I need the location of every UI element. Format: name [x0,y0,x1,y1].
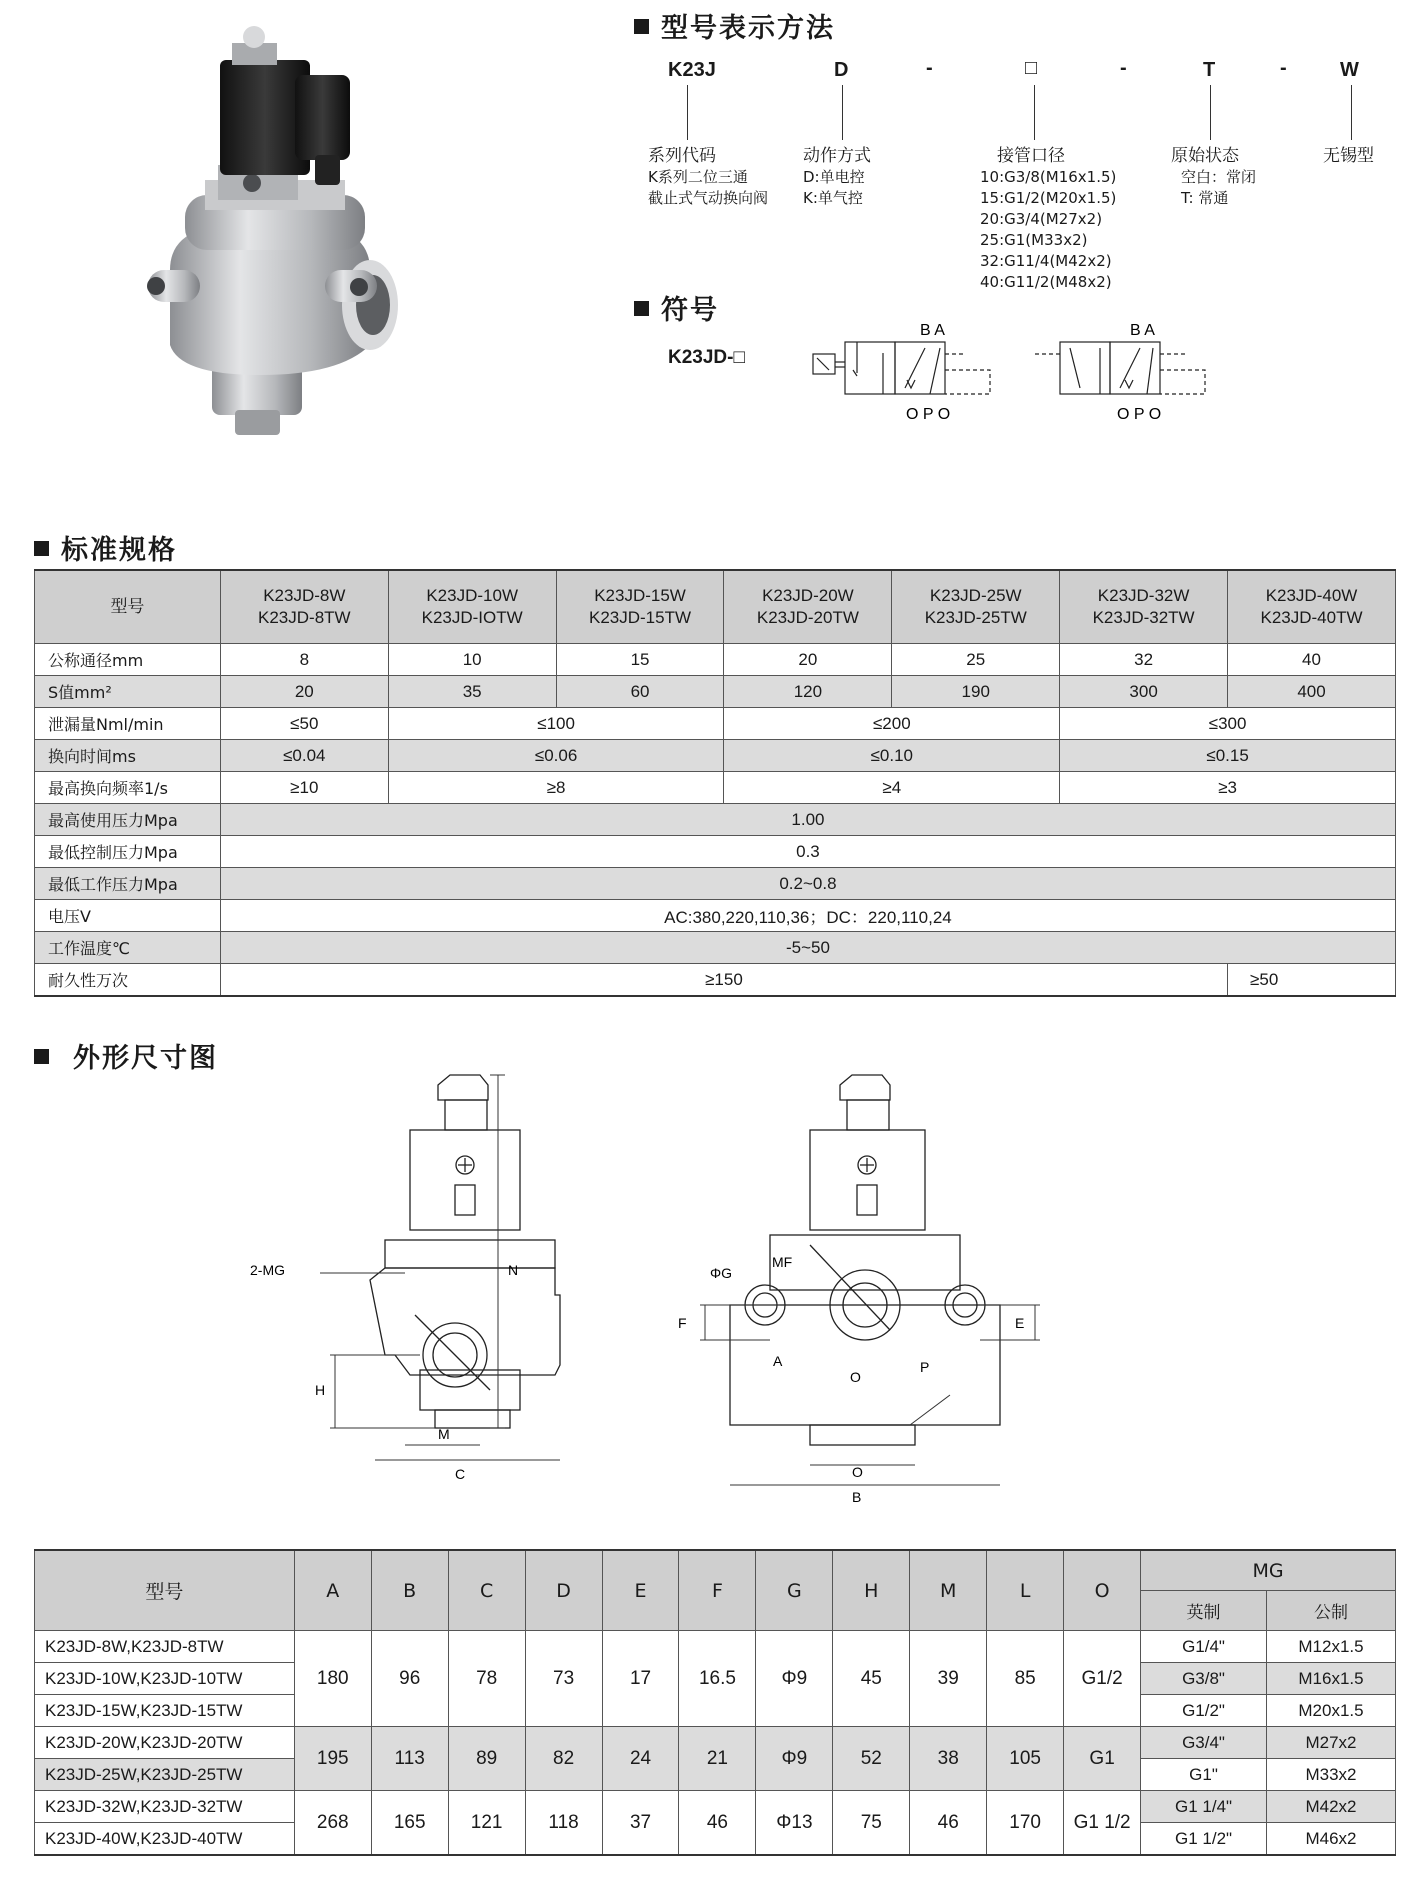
spec-model: K23JD-8W [263,586,346,605]
dim-mg-imperial: G1 1/4" [1141,1791,1267,1823]
spec-title [34,528,177,567]
dim-header: F [679,1550,756,1631]
outline-label-phig: ΦG [710,1265,733,1281]
spec-row-label: 最低控制压力Mpa [35,836,221,868]
spec-cell: 32 [1060,644,1228,676]
dim-cell: 121 [448,1791,525,1856]
dim-cell: Φ9 [756,1631,833,1727]
desc-state-line: T: 常通 [1181,189,1229,207]
desc-state [1171,146,1256,209]
spec-cell: 35 [388,676,556,708]
code-port: □ [1025,57,1038,79]
spec-cell: 300 [1060,676,1228,708]
spec-model-cell [724,570,892,644]
code-state: T [1203,59,1216,81]
dimension-table [34,1549,1396,1856]
dim-row [35,1791,1396,1823]
spec-row-label: 公称通径mm [35,644,221,676]
code-series: K23J [668,59,716,81]
spec-cell: 20 [724,644,892,676]
outline-label-o: O [850,1369,861,1385]
dim-cell: 78 [448,1631,525,1727]
dim-model: K23JD-15W,K23JD-15TW [35,1695,295,1727]
dim-cell: 75 [833,1791,910,1856]
dim-cell: 85 [987,1631,1064,1727]
dim-header: L [987,1550,1064,1631]
dim-cell: 268 [294,1791,371,1856]
spec-model: K23JD-25TW [924,608,1027,627]
spec-row-label: S值mm² [35,676,221,708]
spec-model: K23JD-IOTW [421,608,523,627]
square-bullet-icon [34,541,49,556]
spec-cell: 0.3 [220,836,1395,868]
spec-cell: 400 [1228,676,1396,708]
spec-model: K23JD-25W [929,586,1022,605]
valve-photo [140,15,440,445]
spec-table [34,569,1396,997]
outline-label-b: B [852,1489,862,1505]
dim-cell: 17 [602,1631,679,1727]
spec-cell: ≤100 [388,708,724,740]
spec-cell: 10 [388,644,556,676]
spec-cell: ≤200 [724,708,1060,740]
spec-model-cell [220,570,388,644]
desc-action-head: 动作方式 [803,146,871,166]
desc-action-line: D:单电控 [803,168,865,186]
dim-mg-metric: M46x2 [1266,1823,1395,1856]
dim-cell: Φ13 [756,1791,833,1856]
dim-cell: Φ9 [756,1727,833,1791]
desc-port-line: 10:G3/8(M16x1.5) [980,168,1117,186]
dim-header: A [294,1550,371,1631]
dim-header: H [833,1550,910,1631]
dim-mg-metric: M27x2 [1266,1727,1395,1759]
dim-mg-imperial: G3/4" [1141,1727,1267,1759]
desc-port-head: 接管口径 [997,146,1065,166]
leader-series [687,85,688,140]
spec-cell: ≤50 [220,708,388,740]
spec-title-text: 标准规格 [61,535,177,566]
symbol-ports-top: B A [1130,322,1155,339]
spec-header-row [35,570,1396,644]
symbol-title [634,288,719,327]
dim-cell: 113 [371,1727,448,1791]
symbol-solenoid [805,318,1005,428]
square-bullet-icon [34,1049,49,1064]
spec-cell: ≤0.15 [1060,740,1396,772]
dim-header: E [602,1550,679,1631]
spec-cell: ≤300 [1060,708,1396,740]
dim-model: K23JD-10W,K23JD-10TW [35,1663,295,1695]
dim-mg-metric: M16x1.5 [1266,1663,1395,1695]
spec-model: K23JD-20W [762,586,854,605]
spec-cell: ≤0.06 [388,740,724,772]
dim-cell: 165 [371,1791,448,1856]
outline-drawing-front [660,1065,1050,1525]
dim-cell: 118 [525,1791,602,1856]
outline-label-c: C [455,1466,466,1482]
spec-cell: ≥150 [220,964,1227,997]
spec-cell: 20 [220,676,388,708]
leader-port [1034,85,1035,140]
symbol-pneumatic [1035,318,1235,428]
spec-row-label: 最高使用压力Mpa [35,804,221,836]
spec-row-maxp [35,804,1396,836]
dim-cell: 105 [987,1727,1064,1791]
desc-port [980,146,1116,293]
dim-header: D [525,1550,602,1631]
dim-row [35,1727,1396,1759]
desc-port-line: 20:G3/4(M27x2) [980,210,1103,228]
desc-port-line: 25:G1(M33x2) [980,231,1088,249]
spec-model-cell [892,570,1060,644]
dim-row [35,1631,1396,1663]
spec-model: K23JD-10W [426,586,518,605]
spec-cell: ≤0.04 [220,740,388,772]
spec-cell: 0.2~0.8 [220,868,1395,900]
spec-row-voltage [35,900,1396,932]
spec-cell: ≥8 [388,772,724,804]
dim-mg-imperial: G1 1/2" [1141,1823,1267,1856]
designation-title-text: 型号表示方法 [661,13,835,44]
dim-header-imperial: 英制 [1141,1591,1267,1631]
dim-cell: 21 [679,1727,756,1791]
dim-cell: 82 [525,1727,602,1791]
dim-cell: G1 [1064,1727,1141,1791]
code-dash-2: - [1120,57,1127,79]
desc-state-head: 原始状态 [1171,146,1239,166]
dim-cell: 39 [910,1631,987,1727]
dim-mg-imperial: G1/4" [1141,1631,1267,1663]
spec-model: K23JD-40W [1265,586,1358,605]
spec-row-freq [35,772,1396,804]
desc-port-line: 15:G1/2(M20x1.5) [980,189,1117,207]
symbol-ports-bottom: O P O [906,406,951,423]
desc-state-line: 空白：常闭 [1181,168,1257,186]
code-dash-3: - [1280,57,1287,79]
spec-model-cell [1228,570,1396,644]
desc-tinfree-head: 无锡型 [1323,146,1374,166]
dim-cell: 45 [833,1631,910,1727]
dim-mg-imperial: G3/8" [1141,1663,1267,1695]
dim-header-model: 型号 [35,1550,295,1631]
spec-cell: AC:380,220,110,36；DC：220,110,24 [220,900,1395,932]
outline-label-mf: MF [772,1254,793,1270]
desc-action [803,146,871,209]
dim-mg-imperial: G1" [1141,1759,1267,1791]
code-action: D [834,59,849,81]
spec-row-minctl [35,836,1396,868]
symbol-model: K23JD-□ [668,347,745,368]
leader-state [1210,85,1211,140]
spec-model-cell [388,570,556,644]
spec-cell: 25 [892,644,1060,676]
desc-series-line: K系列二位三通 [648,168,748,186]
dim-model: K23JD-20W,K23JD-20TW [35,1727,295,1759]
dim-cell: 46 [679,1791,756,1856]
dim-header: B [371,1550,448,1631]
spec-cell: ≥4 [724,772,1060,804]
dim-model: K23JD-40W,K23JD-40TW [35,1823,295,1856]
dim-cell: 16.5 [679,1631,756,1727]
dim-mg-metric: M42x2 [1266,1791,1395,1823]
dim-mg-metric: M12x1.5 [1266,1631,1395,1663]
leader-action [842,85,843,140]
symbol-ports-bottom: O P O [1117,406,1162,423]
spec-row-label: 耐久性万次 [35,964,221,997]
dim-cell: 195 [294,1727,371,1791]
dim-cell: 24 [602,1727,679,1791]
spec-cell: -5~50 [220,932,1395,964]
spec-row-temp [35,932,1396,964]
dim-header: C [448,1550,525,1631]
dim-cell: 170 [987,1791,1064,1856]
spec-cell: 15 [556,644,724,676]
outline-title [34,1036,218,1075]
spec-row-label: 最高换向频率1/s [35,772,221,804]
outline-label-e: E [1015,1315,1025,1331]
dim-cell: 73 [525,1631,602,1727]
spec-cell: 1.00 [220,804,1395,836]
dim-model: K23JD-25W,K23JD-25TW [35,1759,295,1791]
square-bullet-icon [634,19,649,34]
spec-row-label: 泄漏量Nml/min [35,708,221,740]
outline-label-o2: O [852,1464,863,1480]
outline-title-text: 外形尺寸图 [73,1043,218,1074]
desc-action-line: K:单气控 [803,189,863,207]
dim-cell: 46 [910,1791,987,1856]
desc-series-line: 截止式气动换向阀 [648,189,769,207]
dim-cell: 89 [448,1727,525,1791]
spec-model: K23JD-40TW [1260,608,1363,627]
spec-row-label: 换向时间ms [35,740,221,772]
spec-cell: ≤0.10 [724,740,1060,772]
spec-row-s [35,676,1396,708]
dim-model: K23JD-8W,K23JD-8TW [35,1631,295,1663]
symbol-ports-top: B A [920,322,945,339]
square-bullet-icon [634,301,649,316]
spec-row-label: 工作温度℃ [35,932,221,964]
dim-cell: 52 [833,1727,910,1791]
dim-cell: 38 [910,1727,987,1791]
dim-cell: G1 1/2 [1064,1791,1141,1856]
dim-mg-metric: M33x2 [1266,1759,1395,1791]
spec-row-time [35,740,1396,772]
outline-drawing-side [250,1065,620,1525]
spec-row-label: 最低工作压力Mpa [35,868,221,900]
dim-mg-metric: M20x1.5 [1266,1695,1395,1727]
spec-cell: 190 [892,676,1060,708]
dim-header-mg: MG [1141,1550,1396,1591]
spec-row-minwork [35,868,1396,900]
outline-label-f: F [678,1315,687,1331]
dim-header-metric: 公制 [1266,1591,1395,1631]
dim-header: G [756,1550,833,1631]
dim-header: M [910,1550,987,1631]
leader-tinfree [1351,85,1352,140]
spec-cell: 60 [556,676,724,708]
desc-series-head: 系列代码 [648,146,716,166]
spec-model: K23JD-32TW [1092,608,1195,627]
spec-header-label: 型号 [35,570,221,644]
dim-cell: 96 [371,1631,448,1727]
spec-row-life [35,964,1396,997]
desc-port-line: 40:G11/2(M48x2) [980,273,1112,291]
dim-header-row [35,1550,1396,1591]
outline-label-h: H [315,1382,326,1398]
spec-model: K23JD-8TW [258,608,351,627]
outline-label-m: M [438,1426,450,1442]
spec-row-bore [35,644,1396,676]
spec-cell: ≥3 [1060,772,1396,804]
dim-header: O [1064,1550,1141,1631]
dim-cell: 180 [294,1631,371,1727]
code-dash-1: - [926,57,933,79]
dim-mg-imperial: G1/2" [1141,1695,1267,1727]
dim-cell: 37 [602,1791,679,1856]
spec-model: K23JD-15TW [589,608,692,627]
dim-model: K23JD-32W,K23JD-32TW [35,1791,295,1823]
spec-model: K23JD-32W [1097,586,1190,605]
desc-port-line: 32:G11/4(M42x2) [980,252,1112,270]
desc-tinfree [1323,146,1374,167]
spec-row-leak [35,708,1396,740]
outline-label-p: P [920,1359,930,1375]
outline-label-2mg: 2-MG [250,1262,285,1278]
spec-cell: ≥50 [1228,964,1396,997]
desc-series [648,146,768,209]
spec-cell: 40 [1228,644,1396,676]
spec-cell: ≥10 [220,772,388,804]
spec-cell: 120 [724,676,892,708]
outline-label-n: N [508,1262,519,1278]
outline-label-a: A [773,1353,783,1369]
designation-title [634,6,835,45]
dim-cell: G1/2 [1064,1631,1141,1727]
spec-model: K23JD-20TW [756,608,859,627]
spec-model-cell [1060,570,1228,644]
spec-model-cell [556,570,724,644]
code-tinfree: W [1340,59,1359,81]
spec-row-label: 电压V [35,900,221,932]
spec-model: K23JD-15W [594,586,686,605]
spec-cell: 8 [220,644,388,676]
symbol-title-text: 符号 [661,295,719,326]
